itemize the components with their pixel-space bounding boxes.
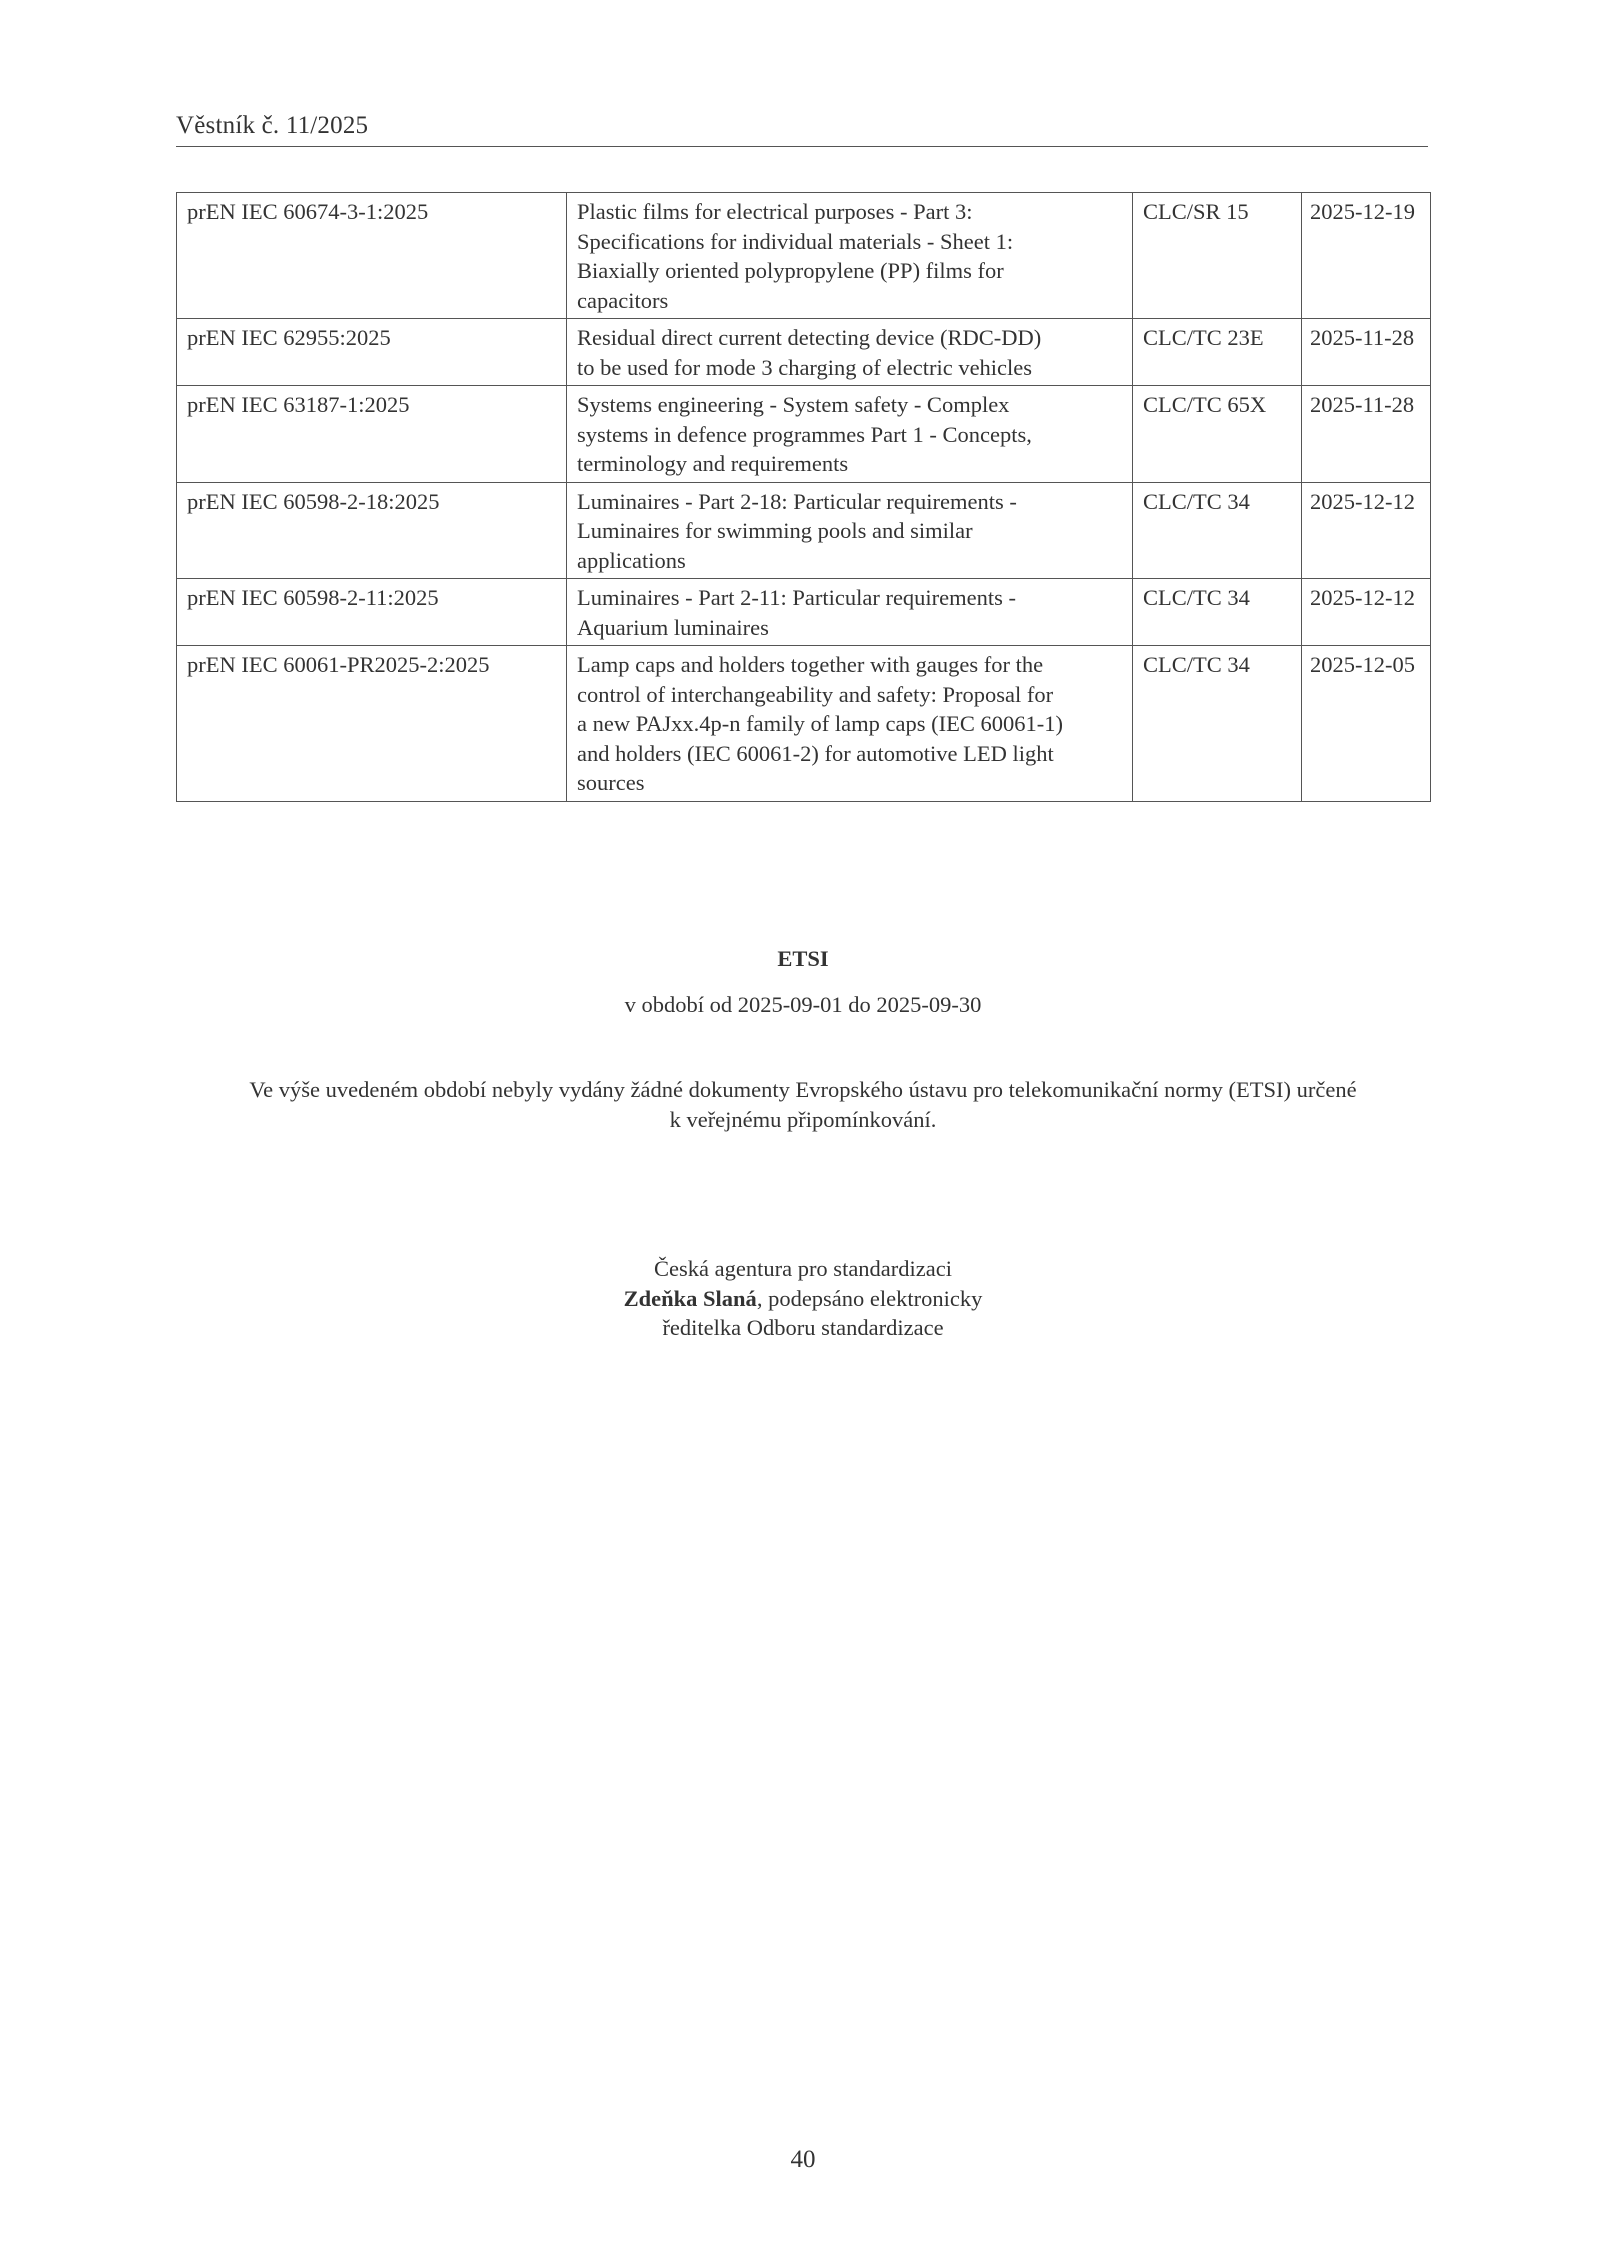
standard-title-line: Specifications for individual materials - Sheet 1: <box>577 228 1014 254</box>
standard-title-line: Lamp caps and holders together with gauges for the <box>577 652 1044 677</box>
standard-title <box>567 482 1133 579</box>
standard-title <box>567 579 1133 646</box>
standard-code: prEN IEC 60598-2-18:2025 <box>177 482 567 579</box>
page-header <box>176 112 1428 147</box>
standard-code: prEN IEC 60061-PR2025-2:2025 <box>177 646 567 802</box>
committee: CLC/TC 65X <box>1133 386 1302 483</box>
committee: CLC/TC 23E <box>1133 319 1302 386</box>
standard-code: prEN IEC 63187-1:2025 <box>177 386 567 483</box>
standard-code: prEN IEC 60674-3-1:2025 <box>177 193 567 319</box>
standard-title-line: control of interchangeability and safety: Proposal for <box>577 681 1054 707</box>
etsi-note <box>176 1075 1430 1134</box>
committee: CLC/TC 34 <box>1133 482 1302 579</box>
etsi-period: v období od 2025-09-01 do 2025-09-30 <box>624 992 982 1017</box>
standard-title-line: Aquarium luminaires <box>577 614 769 640</box>
standard-title-line: to be used for mode 3 charging of electric vehicles <box>577 354 1033 380</box>
table-row <box>177 646 1431 802</box>
standard-title-line: Biaxially oriented polypropylene (PP) films for <box>577 258 1004 283</box>
committee: CLC/TC 34 <box>1133 579 1302 646</box>
table-row <box>177 193 1431 319</box>
signed-electronically-text: , podepsáno elektronicky <box>756 1285 983 1311</box>
standard-title-line: Residual direct current detecting device (RDC-DD) <box>577 325 1042 350</box>
standard-title-line: a new PAJxx.4p-n family of lamp caps (IEC 60061-1) <box>577 711 1063 736</box>
standard-title-line: terminology and requirements <box>577 451 849 476</box>
standard-title-line: Luminaires - Part 2-18: Particular requirements - <box>577 488 1017 514</box>
standard-title-line: Luminaires - Part 2-11: Particular requirements - <box>577 585 1017 610</box>
committee: CLC/TC 34 <box>1133 646 1302 802</box>
standards-table-body <box>177 193 1431 802</box>
table-row <box>177 579 1431 646</box>
standard-code: prEN IEC 60598-2-11:2025 <box>177 579 567 646</box>
standard-title-line: and holders (IEC 60061-2) for automotive LED light <box>577 740 1054 766</box>
standard-title <box>567 319 1133 386</box>
committee: CLC/SR 15 <box>1133 193 1302 319</box>
etsi-heading: ETSI <box>777 946 829 971</box>
standard-title-line: capacitors <box>577 287 669 313</box>
signatory-name: Zdeňka Slaná <box>623 1285 757 1311</box>
standard-title-line: Systems engineering - System safety - Complex <box>577 392 1010 417</box>
etsi-note-line-1: Ve výše uvedeném období nebyly vydány žádné dokumenty Evropského ústavu pro telekomunikační normy (ETSI) určené <box>249 1077 1357 1102</box>
bulletin-title: Věstník č. 11/2025 <box>176 112 369 139</box>
comment-deadline: 2025-11-28 <box>1302 386 1431 483</box>
standard-title-line: sources <box>577 770 645 795</box>
table-row <box>177 386 1431 483</box>
standard-title <box>567 193 1133 319</box>
comment-deadline: 2025-12-12 <box>1302 482 1431 579</box>
comment-deadline: 2025-11-28 <box>1302 319 1431 386</box>
standard-title-line: Plastic films for electrical purposes - Part 3: <box>577 199 973 224</box>
etsi-note-line-2: k veřejnému připomínkování. <box>669 1106 937 1132</box>
table-row <box>177 319 1431 386</box>
standard-title-line: Luminaires for swimming pools and similar <box>577 518 973 543</box>
standard-title-line: systems in defence programmes Part 1 - Concepts, <box>577 421 1032 447</box>
standards-table <box>176 192 1431 802</box>
comment-deadline: 2025-12-05 <box>1302 646 1431 802</box>
signature-block <box>176 1254 1430 1343</box>
standard-title <box>567 386 1133 483</box>
table-row <box>177 482 1431 579</box>
signature-organization: Česká agentura pro standardizaci <box>654 1256 952 1281</box>
comment-deadline: 2025-12-19 <box>1302 193 1431 319</box>
page-number: 40 <box>790 2146 816 2173</box>
comment-deadline: 2025-12-12 <box>1302 579 1431 646</box>
signature-position: ředitelka Odboru standardizace <box>662 1315 944 1340</box>
standard-title-line: applications <box>577 547 686 573</box>
standard-code: prEN IEC 62955:2025 <box>177 319 567 386</box>
signature-line <box>176 1284 1430 1314</box>
standard-title <box>567 646 1133 802</box>
